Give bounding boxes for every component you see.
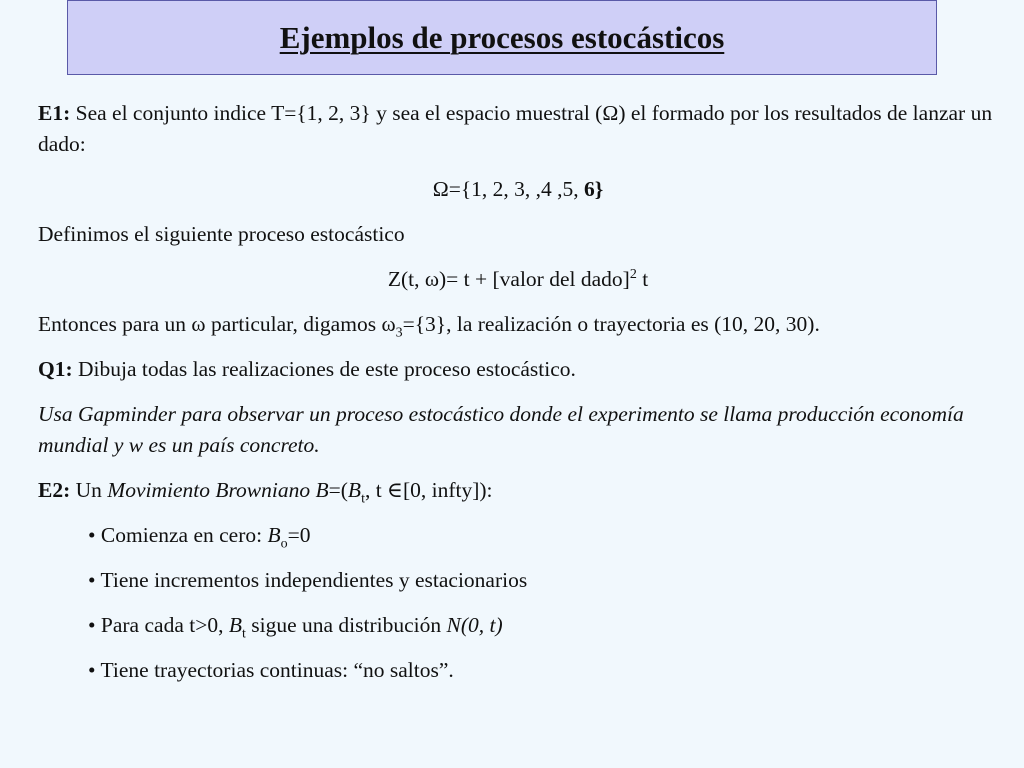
realization-sub: 3 bbox=[395, 325, 403, 341]
e2-post: , t ∈[0, infty]): bbox=[364, 478, 493, 502]
q1-label: Q1: bbox=[38, 357, 73, 381]
slide-body bbox=[38, 98, 998, 700]
gapminder-paragraph: Usa Gapminder para observar un proceso estocástico donde el experimento se llama producción economía mundial y w es un país concreto. bbox=[38, 402, 964, 457]
q1-paragraph bbox=[38, 354, 998, 385]
bullet-3-mid: sigue una distribución bbox=[245, 613, 447, 637]
formula-tail: t bbox=[636, 267, 649, 291]
q1-text: Dibuja todas las realizaciones de este proceso estocástico. bbox=[72, 357, 576, 381]
formula-main: Z(t, ω)= t + [valor del dado] bbox=[387, 267, 630, 291]
bullet-item-1 bbox=[88, 520, 998, 551]
realization-part1: Entonces para un ω particular, digamos ω bbox=[38, 312, 396, 336]
bullet-3-sub: t bbox=[241, 626, 246, 642]
formula bbox=[38, 264, 998, 295]
e1-paragraph bbox=[38, 98, 998, 160]
bullet-3-pre: • Para cada t>0, bbox=[88, 613, 229, 637]
e2-italic: Movimiento Browniano B bbox=[107, 478, 329, 502]
bullet-1-pre: • Comienza en cero: bbox=[88, 523, 268, 547]
realization-paragraph bbox=[38, 309, 998, 340]
e2-pre: Un bbox=[70, 478, 108, 502]
bullet-3-dist: N(0, t) bbox=[446, 613, 503, 637]
e2-paragraph bbox=[38, 475, 998, 506]
bullet-item-4: • Tiene trayectorias continuas: “no saltos”. bbox=[88, 658, 454, 682]
formula-sup: 2 bbox=[629, 266, 637, 282]
bullet-item-2: • Tiene incrementos independientes y estacionarios bbox=[88, 568, 528, 592]
e2-sub: t bbox=[361, 491, 365, 507]
e1-text: Sea el conjunto indice T={1, 2, 3} y sea el espacio muestral (Ω) el formado por los resultados de lanzar un dado: bbox=[38, 101, 993, 156]
defines-paragraph: Definimos el siguiente proceso estocástico bbox=[38, 222, 405, 246]
e1-label: E1: bbox=[38, 101, 71, 125]
bullet-3-b: B bbox=[228, 613, 242, 637]
e2-mid: =( bbox=[328, 478, 348, 502]
e2-label: E2: bbox=[38, 478, 71, 502]
omega-set bbox=[38, 174, 998, 205]
realization-part2: ={3}, la realización o trayectoria es (10, 20, 30). bbox=[402, 312, 820, 336]
omega-set-bold: 6} bbox=[584, 177, 604, 201]
e2-b: B bbox=[347, 478, 362, 502]
title-banner bbox=[67, 0, 937, 75]
page-title: Ejemplos de procesos estocásticos bbox=[279, 19, 725, 55]
omega-set-prefix: Ω={1, 2, 3, ,4 ,5, bbox=[432, 177, 585, 201]
bullet-item-3 bbox=[88, 610, 998, 641]
bullet-1-post: =0 bbox=[287, 523, 311, 547]
bullet-1-sub: o bbox=[280, 536, 288, 552]
bullet-1-b: B bbox=[267, 523, 281, 547]
